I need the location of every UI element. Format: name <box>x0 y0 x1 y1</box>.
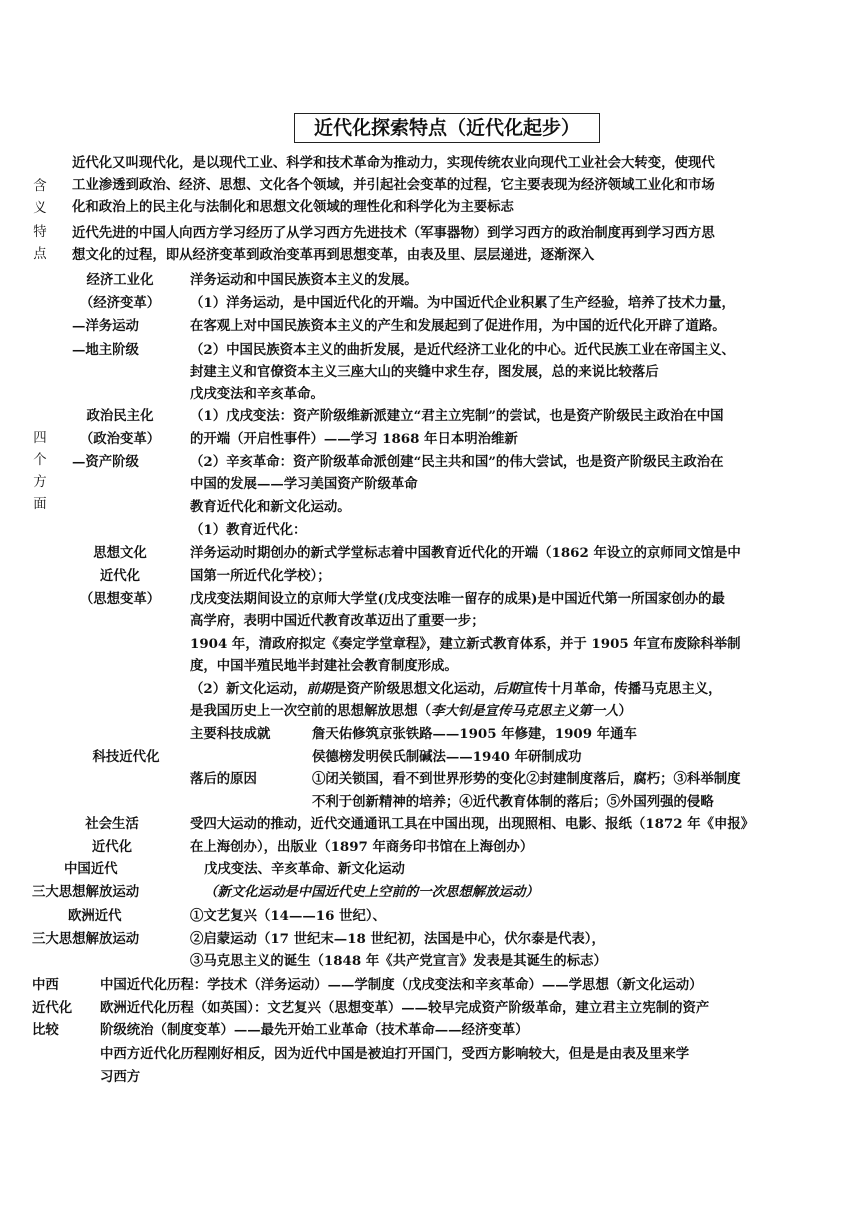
society-line: 受四大运动的推动，近代交通通讯工具在中国出现，出现照相、电影、报纸（1872 年《申报》 <box>190 816 755 832</box>
comparison-label: 中西 <box>32 977 59 993</box>
early-term: 前期 <box>306 681 334 697</box>
china-movements-label: 三大思想解放运动 <box>32 884 140 900</box>
society-label: 社会生活 <box>85 816 139 832</box>
europe-movements-label: 三大思想解放运动 <box>32 931 140 947</box>
europe-movement: ①文艺复兴（14——16 世纪）、 <box>190 908 386 924</box>
page-title: 近代化探索特点（近代化起步） <box>294 113 600 143</box>
thought-line: 1904 年，清政府拟定《奏定学堂章程》，建立新式教育体系，并于 1905 年宣布废除科举制 <box>190 636 741 652</box>
tech-label: 科技近代化 <box>92 749 160 765</box>
thought-label: 近代化 <box>99 568 141 584</box>
li-dazhao-note: 李大钊是宣传马克思主义第一人 <box>431 703 619 719</box>
definition-label: 含 义 <box>33 179 47 216</box>
economy-label: —地主阶级 <box>72 342 139 358</box>
thought-line: 国第一所近代化学校）； <box>190 568 331 584</box>
feature-line: 近代先进的中国人向西方学习经历了从学习西方先进技术（军事器物）到学习西方的政治制度再到学习西方思 <box>72 225 715 241</box>
comparison-label: 近代化 <box>32 1000 73 1016</box>
tech-reason: 不利于创新精神的培养；④近代教育体制的落后；⑤外国列强的侵略 <box>312 794 714 810</box>
comparison-line: 中国近代化历程：学技术（洋务运动）——学制度（戊戌变法和辛亥革命）——学思想（新文化运动） <box>100 977 703 993</box>
china-movements-note: （新文化运动是中国近代史上空前的一次思想解放运动） <box>204 884 539 900</box>
economy-label: —洋务运动 <box>72 318 139 334</box>
comparison-line: 中西方近代化历程刚好相反，因为近代中国是被迫打开国门，受西方影响较大，但是是由表及里来学 <box>100 1046 690 1062</box>
society-label: 近代化 <box>91 839 133 855</box>
definition-line: 化和政治上的民主化与法制化和思想文化领域的理性化和科学化为主要标志 <box>72 199 514 215</box>
definition-line: 近代化又叫现代化，是以现代工业、科学和技术革命为推动力，实现传统农业向现代工业社会大转变，使现代 <box>72 155 715 171</box>
comparison-line: 阶级统治（制度变革）——最先开始工业革命（技术革命——经济变革） <box>100 1022 529 1038</box>
new-culture-line: （2）新文化运动，前期是资产阶级思想文化运动，后期宣传十月革命，传播马克思主义， <box>190 681 722 697</box>
economy-line: 封建主义和官僚资本主义三座大山的夹缝中求生存，图发展，总的来说比较落后 <box>190 364 659 380</box>
four-aspects-label: 四 个 方 面 <box>33 431 47 512</box>
europe-movement: ②启蒙运动（17 世纪末—18 世纪初，法国是中心，伏尔泰是代表）， <box>190 931 605 947</box>
politics-line: （1）戊戌变法：资产阶级维新派建立“君主立宪制”的尝试，也是资产阶级民主政治在中国 <box>190 408 724 424</box>
tech-reason: ①闭关锁国，看不到世界形势的变化②封建制度落后，腐朽；③科举制度 <box>312 771 741 787</box>
feature-label: 特 点 <box>33 225 47 262</box>
politics-label: 政治民主化 <box>86 408 154 424</box>
politics-label: （政治变革） <box>79 431 161 447</box>
tech-reasons-label: 落后的原因 <box>190 771 257 787</box>
politics-label: —资产阶级 <box>72 454 139 470</box>
politics-line: 中国的发展——学习美国资产阶级革命 <box>190 476 418 492</box>
china-movements-line: 戊戌变法、辛亥革命、新文化运动 <box>204 861 405 877</box>
politics-line: （2）辛亥革命：资产阶级革命派创建“民主共和国”的伟大尝试，也是资产阶级民主政治在 <box>190 454 724 470</box>
new-culture-line: 是我国历史上一次空前的思想解放思想（李大钊是宣传马克思主义第一人） <box>190 703 632 719</box>
thought-line: 度，中国半殖民地半封建社会教育制度形成。 <box>190 658 458 674</box>
thought-line: 教育近代化和新文化运动。 <box>190 499 351 515</box>
thought-line: （1）教育近代化： <box>190 522 307 538</box>
society-line: 在上海创办），出版业（1897 年商务印书馆在上海创办） <box>190 839 534 855</box>
economy-line: （1）洋务运动，是中国近代化的开端。为中国近代企业积累了生产经验，培养了技术力量， <box>190 295 735 311</box>
economy-line: 洋务运动和中国民族资本主义的发展。 <box>190 272 418 288</box>
thought-line: 戊戌变法期间设立的京师大学堂(戊戌变法唯一留存的成果)是中国近代第一所国家创办的最 <box>190 591 725 607</box>
tech-achievement: 侯德榜发明侯氏制碱法——1940 年研制成功 <box>312 749 582 765</box>
thought-label: （思想变革） <box>79 591 161 607</box>
thought-label: 思想文化 <box>93 545 147 561</box>
economy-label: 经济工业化 <box>86 272 154 288</box>
definition-line: 工业渗透到政治、经济、思想、文化各个领域，并引起社会变革的过程，它主要表现为经济领域工业化和市场 <box>72 177 715 193</box>
politics-line: 的开端（开启性事件）——学习 1868 年日本明治维新 <box>190 431 518 447</box>
comparison-line: 欧洲近代化历程（如英国）：文艺复兴（思想变革）——较早完成资产阶级革命，建立君主立宪制的资产 <box>100 1000 710 1016</box>
economy-label: （经济变革） <box>79 295 161 311</box>
feature-line: 想文化的过程，即从经济变革到政治变革再到思想变革，由表及里、层层递进，逐渐深入 <box>72 247 595 263</box>
tech-achievement: 詹天佑修筑京张铁路——1905 年修建，1909 年通车 <box>312 726 637 742</box>
economy-line: 在客观上对中国民族资本主义的产生和发展起到了促进作用，为中国的近代化开辟了道路。 <box>190 318 726 334</box>
china-movements-label: 中国近代 <box>64 861 118 877</box>
europe-movement: ③马克思主义的诞生（1848 年《共产党宣言》发表是其诞生的标志） <box>190 953 607 969</box>
thought-line: 高学府，表明中国近代教育改革迈出了重要一步； <box>190 613 485 629</box>
politics-line: 戊戌变法和辛亥革命。 <box>190 386 324 402</box>
tech-achievements-label: 主要科技成就 <box>190 726 271 742</box>
comparison-label: 比较 <box>32 1022 59 1038</box>
comparison-line: 习西方 <box>100 1069 141 1085</box>
late-term: 后期 <box>493 681 521 697</box>
economy-line: （2）中国民族资本主义的曲折发展，是近代经济工业化的中心。近代民族工业在帝国主义、 <box>190 342 735 358</box>
europe-movements-label: 欧洲近代 <box>68 908 122 924</box>
thought-line: 洋务运动时期创办的新式学堂标志着中国教育近代化的开端（1862 年设立的京师同文馆是中 <box>190 545 741 561</box>
